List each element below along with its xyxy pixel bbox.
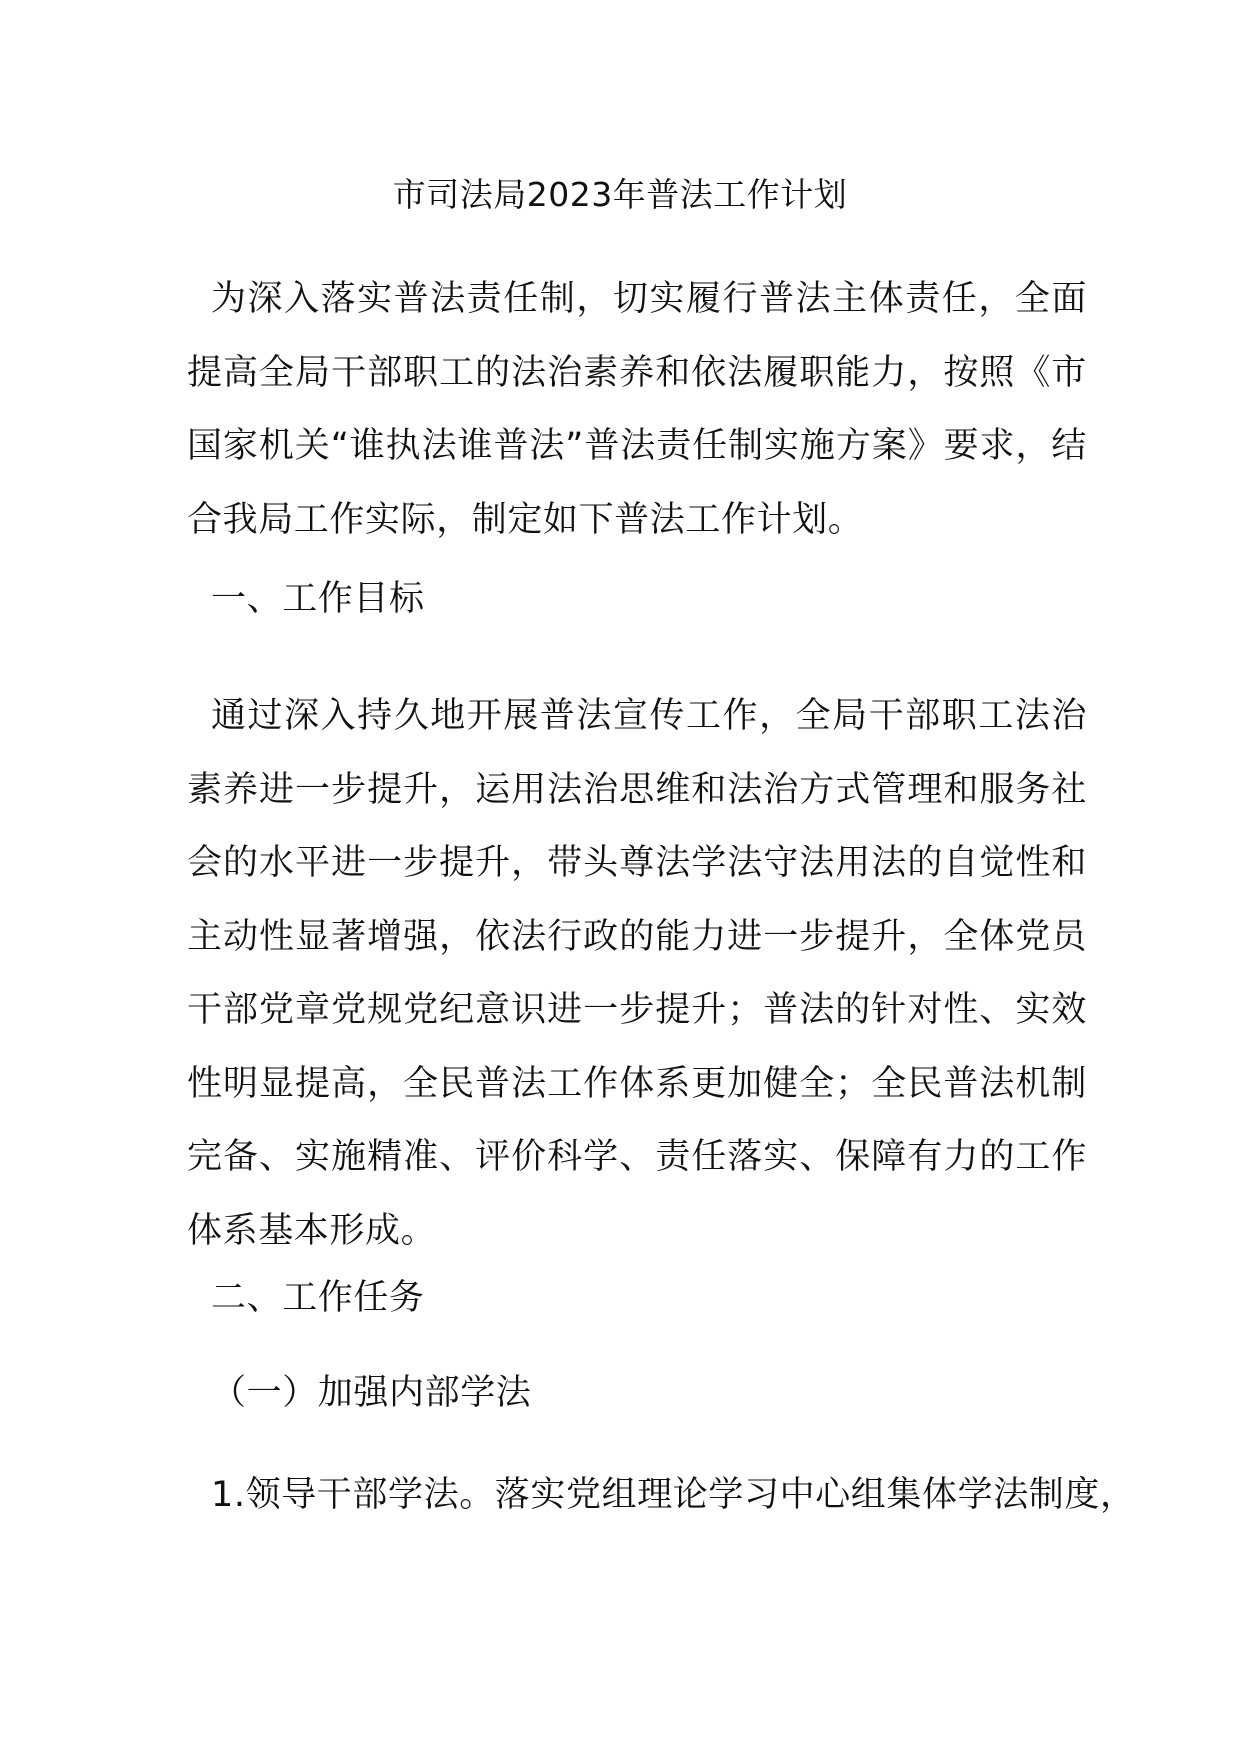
- subsection-1-heading: （一）加强内部学法: [211, 1373, 532, 1413]
- section-1-heading-block: [187, 563, 1087, 637]
- section-1-heading: 一、工作目标: [211, 579, 425, 619]
- item-1-paragraph: 1.领导干部学法。落实党组理论学习中心组集体学法制度，: [211, 1475, 1136, 1515]
- subsection-1-heading-block: [187, 1357, 1087, 1431]
- section-1-paragraph-block: [187, 680, 1087, 1268]
- section-2-heading: 二、工作任务: [211, 1278, 425, 1318]
- item-1-paragraph-block: [187, 1459, 1136, 1533]
- section-1-paragraph: 通过深入持久地开展普法宣传工作，全局干部职工法治素养进一步提升，运用法治思维和法治方式管理和服务社会的水平进一步提升，带头尊法学法守法用法的自觉性和主动性显著增强，依法行政的能力进一步提升，全体党员干部党章党规党纪意识进一步提升；普法的针对性、实效性明显提高，全民普法工作体系更加健全；全民普法机制完备、实施精准、评价科学、责任落实、保障有力的工作体系基本形成。: [187, 696, 1087, 1251]
- section-2-heading-block: [187, 1262, 1087, 1336]
- document-title: 市司法局2023年普法工作计划: [392, 175, 848, 214]
- intro-paragraph: 为深入落实普法责任制，切实履行普法主体责任，全面提高全局干部职工的法治素养和依法履职能力，按照《市国家机关“谁执法谁普法”普法责任制实施方案》要求，结合我局工作实际，制定如下普法工作计划。: [187, 279, 1087, 540]
- intro-paragraph-block: [187, 263, 1087, 557]
